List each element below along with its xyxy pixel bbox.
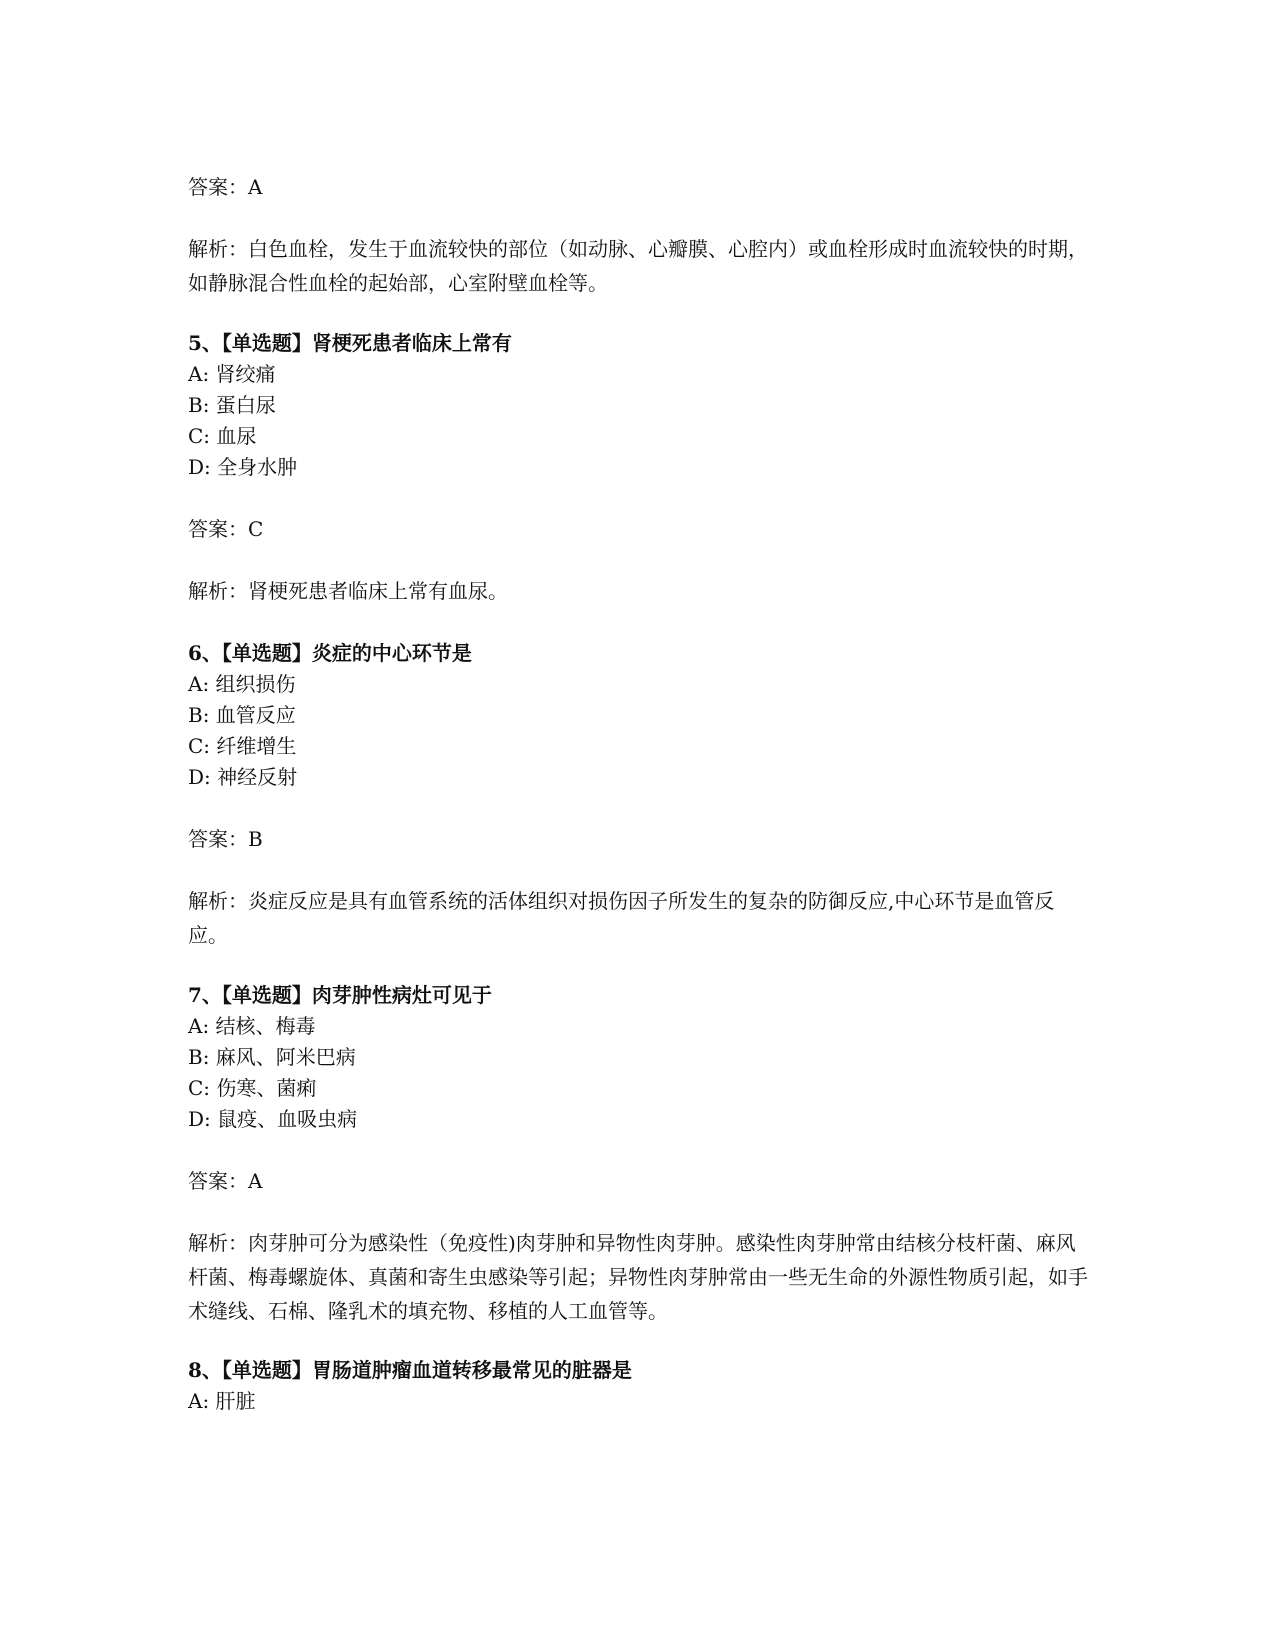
- explanation-text: 解析：白色血栓，发生于血流较快的部位（如动脉、心瓣膜、心腔内）或血栓形成时血流较快的时期，如静脉混合性血栓的起始部，心室附壁血栓等。: [188, 237, 1088, 295]
- option-b: B: 蛋白尿: [188, 393, 276, 417]
- question-title: 7、【单选题】肉芽肿性病灶可见于: [188, 983, 492, 1007]
- explanation-text: 解析：肉芽肿可分为感染性（免疫性)肉芽肿和异物性肉芽肿。感染性肉芽肿常由结核分枝杆菌、麻风杆菌、梅毒螺旋体、真菌和寄生虫感染等引起；异物性肉芽肿常由一些无生命的外源性物质引起，如手术缝线、石棉、隆乳术的填充物、移植的人工血管等。: [188, 1231, 1088, 1323]
- explanation-text: 解析：炎症反应是具有血管系统的活体组织对损伤因子所发生的复杂的防御反应,中心环节是血管反应。: [188, 889, 1055, 947]
- option-a: A: 肝脏: [188, 1389, 256, 1413]
- question-title: 6、【单选题】炎症的中心环节是: [188, 641, 472, 665]
- option-c: C: 纤维增生: [188, 734, 297, 758]
- option-c: C: 伤寒、菌痢: [188, 1076, 317, 1100]
- option-a: A: 肾绞痛: [188, 362, 276, 386]
- option-d: D: 神经反射: [188, 765, 298, 789]
- option-b: B: 血管反应: [188, 703, 296, 727]
- option-c: C: 血尿: [188, 424, 257, 448]
- option-a: A: 组织损伤: [188, 672, 296, 696]
- answer-text: 答案：C: [188, 517, 264, 541]
- question-title: 8、【单选题】胃肠道肿瘤血道转移最常见的脏器是: [188, 1358, 632, 1382]
- explanation-text: 解析：肾梗死患者临床上常有血尿。: [188, 579, 508, 603]
- answer-text: 答案：A: [188, 175, 263, 199]
- option-d: D: 全身水肿: [188, 455, 298, 479]
- option-b: B: 麻风、阿米巴病: [188, 1045, 356, 1069]
- option-a: A: 结核、梅毒: [188, 1014, 316, 1038]
- question-title: 5、【单选题】肾梗死患者临床上常有: [188, 331, 512, 355]
- answer-text: 答案：B: [188, 827, 263, 851]
- option-d: D: 鼠疫、血吸虫病: [188, 1107, 358, 1131]
- answer-text: 答案：A: [188, 1169, 263, 1193]
